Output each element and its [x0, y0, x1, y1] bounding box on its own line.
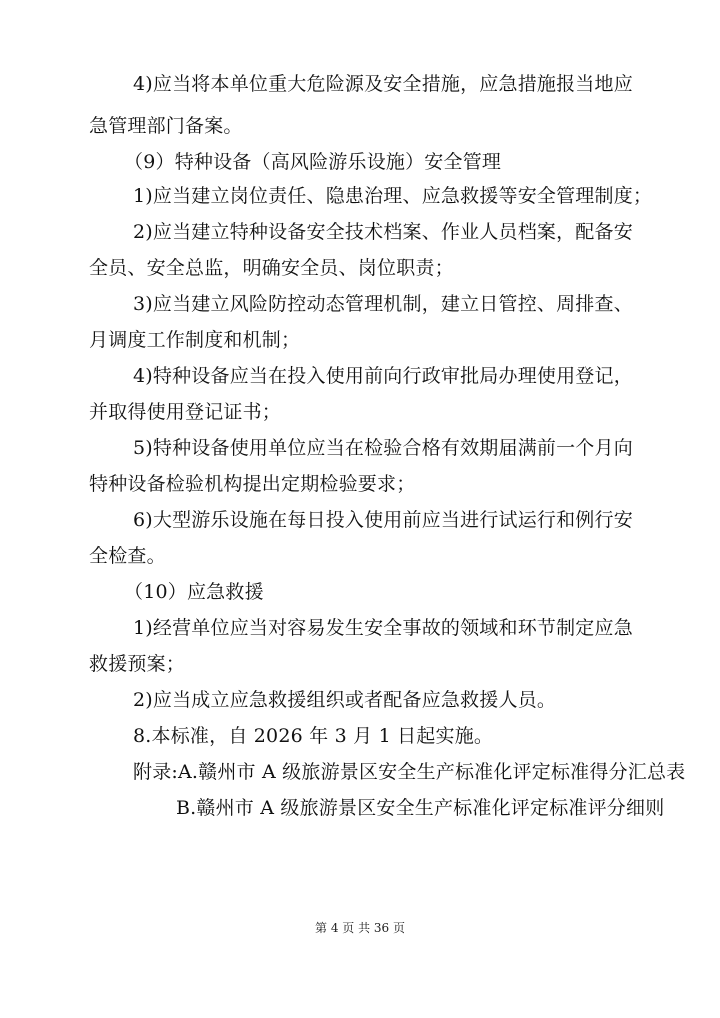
text-line: 1)经营单位应当对容易发生安全事故的领域和环节制定应急: [133, 617, 633, 639]
text-line: 4)特种设备应当在投入使用前向行政审批局办理使用登记，: [133, 365, 633, 387]
text-line: 2)应当建立特种设备安全技术档案、作业人员档案，配备安: [133, 221, 633, 243]
page-footer: 第 4 页 共 36 页: [315, 921, 405, 935]
text-line: 5)特种设备使用单位应当在检验合格有效期届满前一个月向: [133, 437, 633, 459]
appendix-line: B.赣州市 A 级旅游景区安全生产标准化评定标准评分细则: [176, 797, 665, 819]
text-line: 8.本标准，自 2026 年 3 月 1 日起实施。: [133, 725, 494, 747]
text-line: 全检查。: [89, 545, 166, 567]
text-line: 1)应当建立岗位责任、隐患治理、应急救援等安全管理制度；: [133, 185, 653, 207]
text-line: 2)应当成立应急救援组织或者配备应急救援人员。: [133, 689, 557, 711]
section-heading: （9）特种设备（高风险游乐设施）安全管理: [124, 151, 502, 173]
text-line: 急管理部门备案。: [89, 115, 243, 137]
text-line: 特种设备检验机构提出定期检验要求；: [89, 473, 416, 495]
text-line: 3)应当建立风险防控动态管理机制，建立日管控、周排查、: [133, 293, 633, 315]
text-line: 4)应当将本单位重大危险源及安全措施，应急措施报当地应: [133, 73, 633, 95]
text-line: 救援预案；: [89, 653, 186, 675]
text-line: 并取得使用登记证书；: [89, 401, 282, 423]
text-line: 全员、安全总监，明确安全员、岗位职责；: [89, 257, 454, 279]
text-line: 月调度工作制度和机制；: [89, 329, 301, 351]
text-line: 6)大型游乐设施在每日投入使用前应当进行试运行和例行安: [133, 509, 633, 531]
appendix-line: 附录:A.赣州市 A 级旅游景区安全生产标准化评定标准得分汇总表: [133, 761, 686, 783]
section-heading: （10）应急救援: [124, 581, 264, 603]
